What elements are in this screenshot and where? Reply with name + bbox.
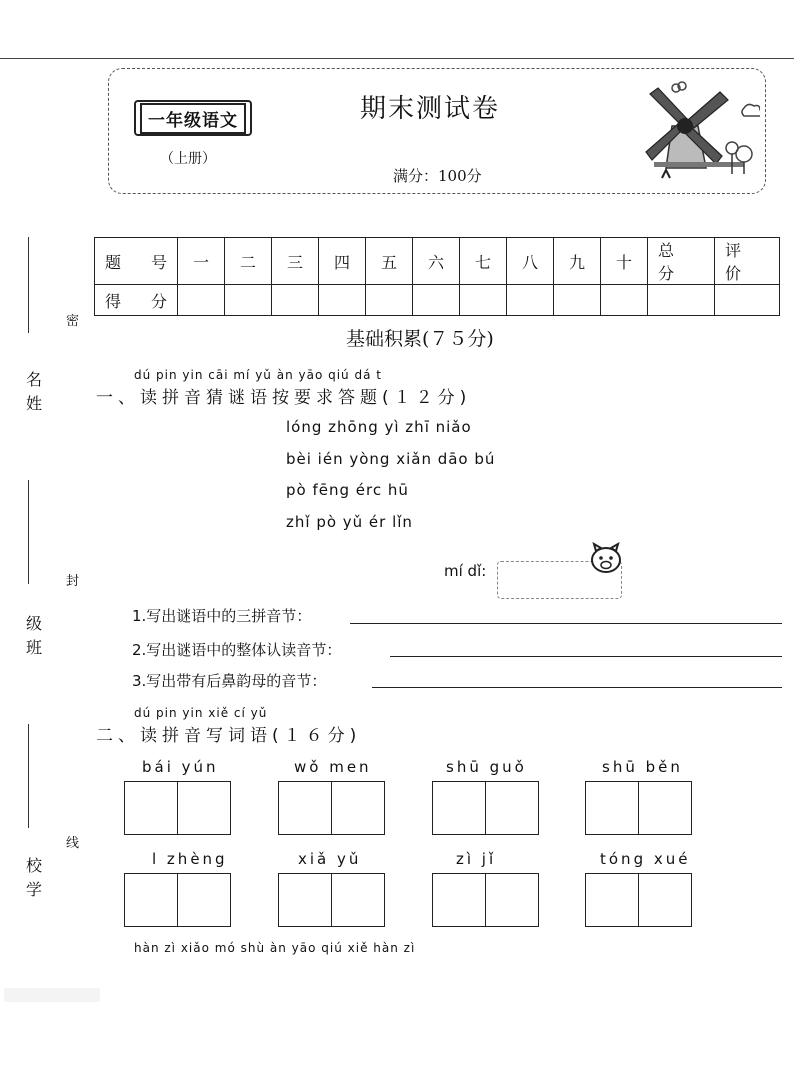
writing-cell[interactable] (485, 874, 538, 926)
next-question-pinyin: hàn zì xiǎo mó shù àn yāo qiú xiě hàn zì (134, 941, 416, 955)
writing-grid[interactable] (585, 873, 692, 927)
word-pinyin: zì jǐ (456, 850, 497, 868)
riddle-answer-label: mí dǐ: (444, 562, 487, 580)
table-cell: 得 分 (95, 285, 178, 316)
section-heading: 基础积累(７５分) (346, 328, 494, 350)
score-input-cell[interactable] (648, 285, 715, 316)
writing-cell[interactable] (279, 782, 331, 834)
grade-badge (134, 100, 252, 136)
subquestion-1: 1.写出谜语中的三拼音节： (132, 607, 312, 625)
writing-cell[interactable] (125, 874, 177, 926)
class-label: 级班 (26, 614, 43, 657)
top-rule (0, 58, 794, 59)
writing-cell[interactable] (279, 874, 331, 926)
riddle-line: pò fēng érc hū (286, 481, 409, 499)
writing-grid[interactable] (278, 781, 385, 835)
riddle-line: bèi ién yòng xiǎn dāo bú (286, 450, 496, 468)
writing-cell[interactable] (433, 874, 485, 926)
score-table (94, 237, 780, 316)
name-label: 名姓 (26, 370, 43, 413)
margin-line (28, 237, 29, 333)
table-cell: 九 (554, 238, 601, 285)
table-cell: 十 (601, 238, 648, 285)
score-input-cell[interactable] (601, 285, 648, 316)
writing-cell[interactable] (433, 782, 485, 834)
score-input-cell[interactable] (319, 285, 366, 316)
writing-grid[interactable] (278, 873, 385, 927)
riddle-line: lóng zhōng yì zhī niǎo (286, 418, 472, 436)
writing-cell[interactable] (638, 782, 691, 834)
score-input-cell[interactable] (272, 285, 319, 316)
score-input-cell[interactable] (460, 285, 507, 316)
seal-char: 线 (66, 836, 80, 851)
writing-cell[interactable] (177, 782, 230, 834)
writing-cell[interactable] (586, 782, 638, 834)
table-cell: 题 号 (95, 238, 178, 285)
margin-line (28, 724, 29, 828)
seal-char: 密 (66, 314, 80, 329)
question-title: 一、读拼音猜谜语按要求答题(１２分) (96, 388, 472, 408)
table-cell: 四 (319, 238, 366, 285)
word-pinyin: bái yún (142, 758, 219, 776)
table-cell: 三 (272, 238, 319, 285)
word-pinyin: shū běn (602, 758, 683, 776)
table-cell: 一 (178, 238, 225, 285)
pig-icon (588, 542, 624, 576)
riddle-line: zhǐ pò yǔ ér lǐn (286, 513, 413, 531)
word-pinyin: shū guǒ (446, 758, 527, 776)
windmill-illustration (636, 78, 760, 188)
school-label: 校学 (26, 856, 43, 899)
writing-cell[interactable] (331, 874, 384, 926)
score-input-cell[interactable] (507, 285, 554, 316)
word-pinyin: tóng xué (600, 850, 691, 868)
margin-line (28, 480, 29, 584)
grade-badge-label: 一年级语文 (140, 103, 246, 134)
score-input-cell[interactable] (413, 285, 460, 316)
score-input-cell[interactable] (178, 285, 225, 316)
word-pinyin: xiǎ yǔ (298, 850, 362, 868)
scan-smudge (4, 988, 100, 1002)
score-input-cell[interactable] (715, 285, 780, 316)
table-cell: 五 (366, 238, 413, 285)
answer-line[interactable] (350, 623, 782, 624)
answer-line[interactable] (372, 687, 782, 688)
table-cell: 总 分 (648, 238, 715, 285)
table-row (95, 238, 780, 285)
writing-cell[interactable] (638, 874, 691, 926)
word-pinyin: l zhèng (152, 850, 228, 868)
writing-cell[interactable] (331, 782, 384, 834)
writing-cell[interactable] (586, 874, 638, 926)
question-pinyin: dú pin yin cāi mí yǔ àn yāo qiú dá t (134, 368, 382, 382)
subquestion-3: 3.写出带有后鼻韵母的音节： (132, 672, 327, 690)
table-cell: 二 (225, 238, 272, 285)
writing-grid[interactable] (432, 873, 539, 927)
writing-grid[interactable] (432, 781, 539, 835)
score-input-cell[interactable] (366, 285, 413, 316)
table-cell: 七 (460, 238, 507, 285)
writing-grid[interactable] (585, 781, 692, 835)
word-pinyin: wǒ men (294, 758, 372, 776)
score-input-cell[interactable] (554, 285, 601, 316)
writing-grid[interactable] (124, 873, 231, 927)
table-cell: 评 价 (715, 238, 780, 285)
writing-cell[interactable] (177, 874, 230, 926)
subquestion-2: 2.写出谜语中的整体认读音节： (132, 641, 342, 659)
table-cell: 八 (507, 238, 554, 285)
writing-cell[interactable] (125, 782, 177, 834)
table-cell: 六 (413, 238, 460, 285)
table-row (95, 285, 780, 316)
answer-line[interactable] (390, 656, 782, 657)
question-title: 二、读拼音写词语(１６分) (96, 726, 362, 746)
full-score: 满分：100分 (393, 167, 482, 185)
writing-grid[interactable] (124, 781, 231, 835)
seal-char: 封 (66, 574, 80, 589)
score-input-cell[interactable] (225, 285, 272, 316)
question-pinyin: dú pin yin xiě cí yǔ (134, 706, 268, 720)
volume-label: （上册） (160, 151, 216, 167)
writing-cell[interactable] (485, 782, 538, 834)
page-title: 期末测试卷 (360, 94, 501, 124)
